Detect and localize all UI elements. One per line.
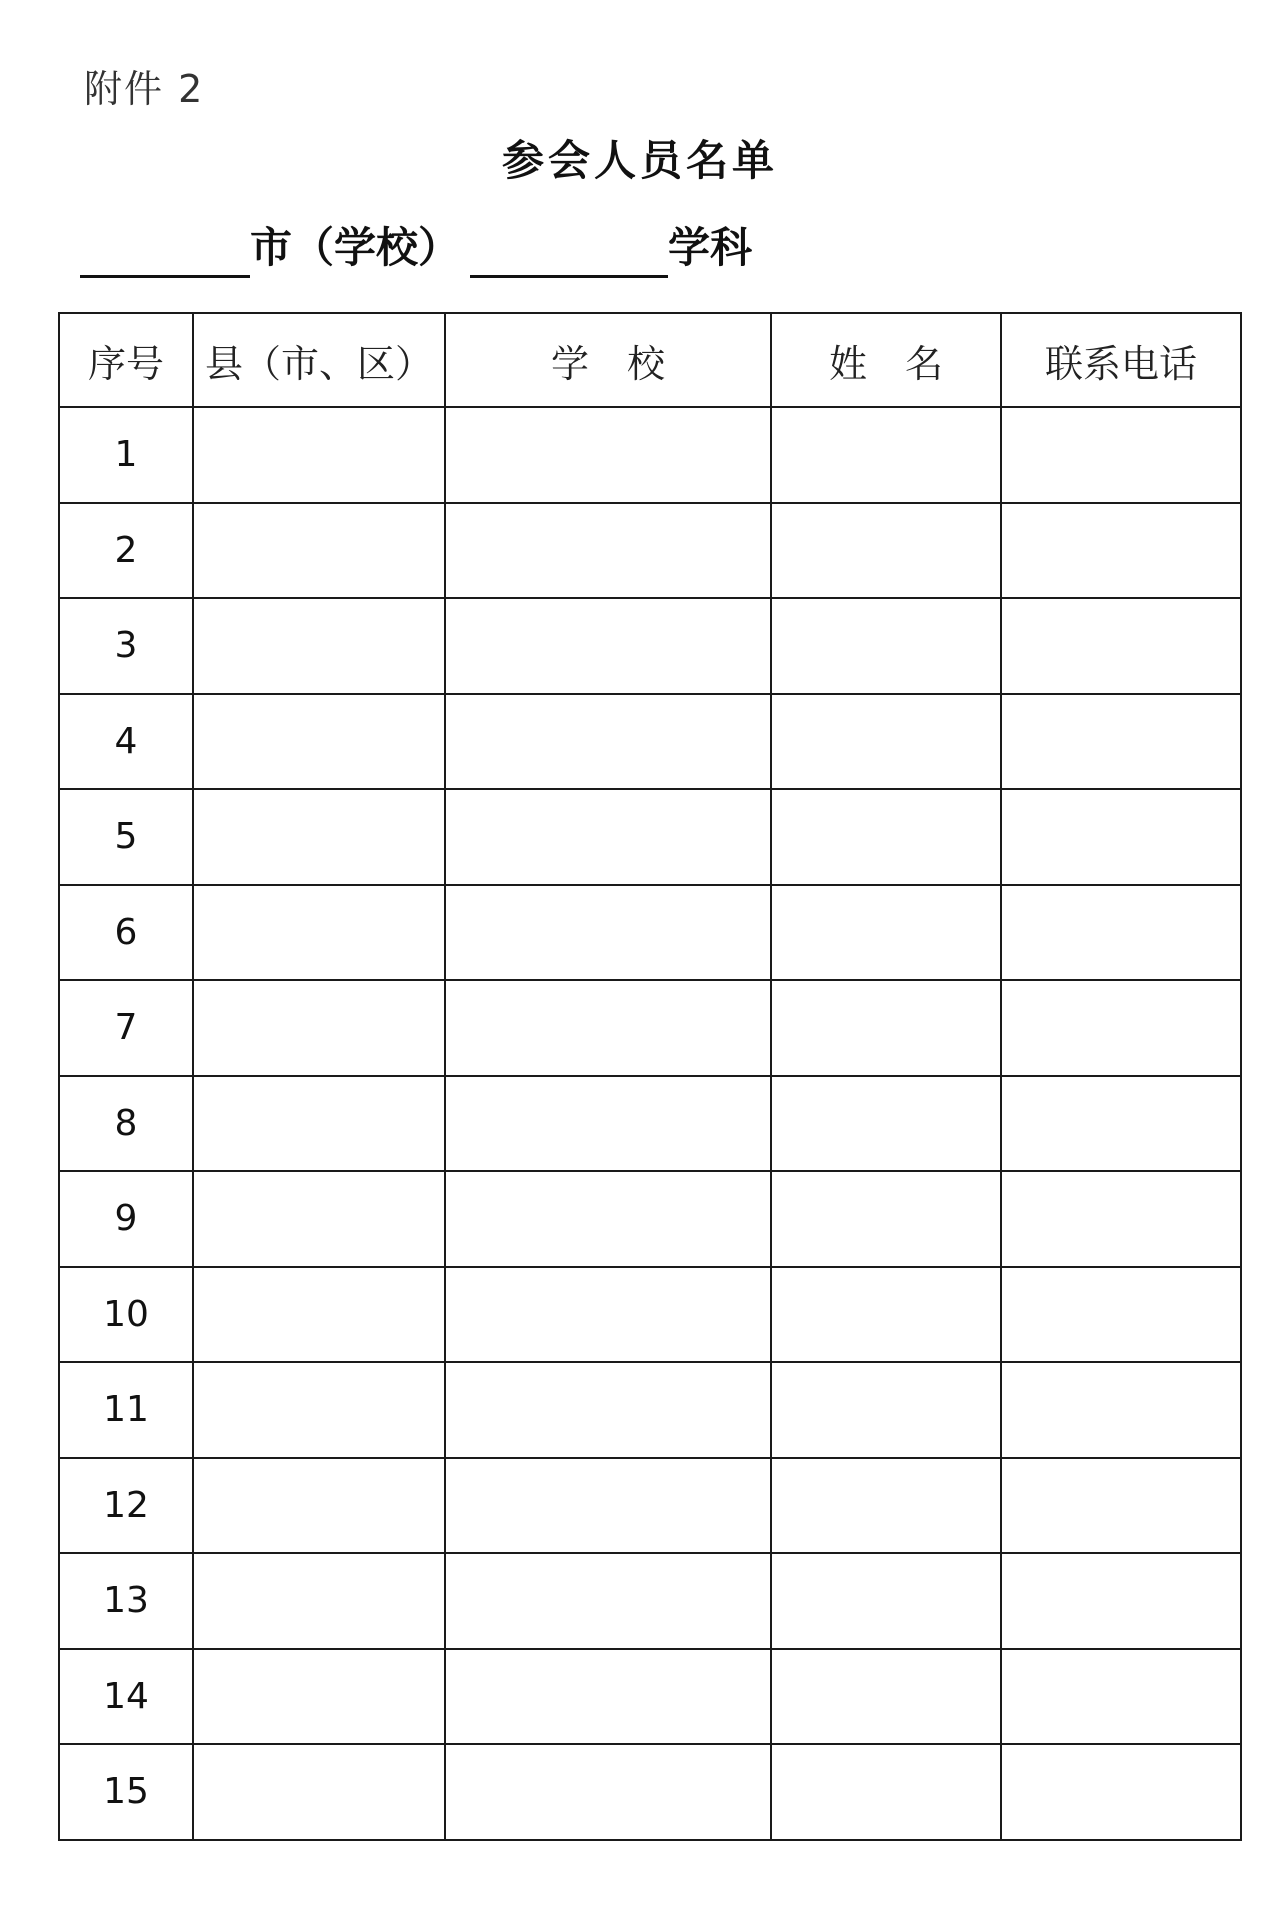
phone-cell[interactable] xyxy=(1001,1076,1241,1172)
name-cell[interactable] xyxy=(771,1649,1001,1745)
column-header-school: 学 校 xyxy=(445,313,771,407)
school-cell[interactable] xyxy=(445,1267,771,1363)
attendee-table xyxy=(58,312,1242,1841)
school-cell[interactable] xyxy=(445,598,771,694)
name-cell[interactable] xyxy=(771,1362,1001,1458)
row-number-cell: 9 xyxy=(59,1171,193,1267)
name-cell[interactable] xyxy=(771,980,1001,1076)
county-cell[interactable] xyxy=(193,694,445,790)
county-cell[interactable] xyxy=(193,1076,445,1172)
county-cell[interactable] xyxy=(193,407,445,503)
school-cell[interactable] xyxy=(445,407,771,503)
county-cell[interactable] xyxy=(193,1171,445,1267)
phone-cell[interactable] xyxy=(1001,1649,1241,1745)
phone-cell[interactable] xyxy=(1001,694,1241,790)
school-cell[interactable] xyxy=(445,1076,771,1172)
county-cell[interactable] xyxy=(193,980,445,1076)
city-blank-field[interactable] xyxy=(80,225,250,278)
table-header-row xyxy=(59,313,1241,407)
table-row xyxy=(59,407,1241,503)
county-cell[interactable] xyxy=(193,1458,445,1554)
county-cell[interactable] xyxy=(193,1362,445,1458)
table-row xyxy=(59,1458,1241,1554)
school-cell[interactable] xyxy=(445,1362,771,1458)
row-number-cell: 13 xyxy=(59,1553,193,1649)
row-number-cell: 12 xyxy=(59,1458,193,1554)
name-cell[interactable] xyxy=(771,789,1001,885)
name-cell[interactable] xyxy=(771,694,1001,790)
row-number-cell: 2 xyxy=(59,503,193,599)
table-body xyxy=(59,407,1241,1840)
row-number-cell: 10 xyxy=(59,1267,193,1363)
row-number-cell: 4 xyxy=(59,694,193,790)
row-number-cell: 6 xyxy=(59,885,193,981)
school-cell[interactable] xyxy=(445,694,771,790)
row-number-cell: 14 xyxy=(59,1649,193,1745)
table-row xyxy=(59,980,1241,1076)
table-row xyxy=(59,1744,1241,1840)
school-cell[interactable] xyxy=(445,503,771,599)
table-row xyxy=(59,1649,1241,1745)
name-cell[interactable] xyxy=(771,407,1001,503)
column-header-phone: 联系电话 xyxy=(1001,313,1241,407)
row-number-cell: 8 xyxy=(59,1076,193,1172)
phone-cell[interactable] xyxy=(1001,1171,1241,1267)
name-cell[interactable] xyxy=(771,1171,1001,1267)
phone-cell[interactable] xyxy=(1001,598,1241,694)
name-cell[interactable] xyxy=(771,503,1001,599)
school-cell[interactable] xyxy=(445,789,771,885)
attachment-label: 附件 2 xyxy=(84,67,205,111)
column-header-name: 姓 名 xyxy=(771,313,1001,407)
row-number-cell: 1 xyxy=(59,407,193,503)
school-cell[interactable] xyxy=(445,1649,771,1745)
phone-cell[interactable] xyxy=(1001,1744,1241,1840)
county-cell[interactable] xyxy=(193,598,445,694)
phone-cell[interactable] xyxy=(1001,885,1241,981)
phone-cell[interactable] xyxy=(1001,1553,1241,1649)
name-cell[interactable] xyxy=(771,885,1001,981)
table-row xyxy=(59,598,1241,694)
phone-cell[interactable] xyxy=(1001,1267,1241,1363)
city-subject-line xyxy=(80,218,752,278)
school-cell[interactable] xyxy=(445,885,771,981)
phone-cell[interactable] xyxy=(1001,1458,1241,1554)
phone-cell[interactable] xyxy=(1001,1362,1241,1458)
school-cell[interactable] xyxy=(445,1458,771,1554)
county-cell[interactable] xyxy=(193,503,445,599)
county-cell[interactable] xyxy=(193,885,445,981)
column-header-county: 县（市、区） xyxy=(193,313,445,407)
phone-cell[interactable] xyxy=(1001,980,1241,1076)
county-cell[interactable] xyxy=(193,1744,445,1840)
row-number-cell: 3 xyxy=(59,598,193,694)
county-cell[interactable] xyxy=(193,789,445,885)
county-cell[interactable] xyxy=(193,1649,445,1745)
name-cell[interactable] xyxy=(771,1553,1001,1649)
name-cell[interactable] xyxy=(771,1744,1001,1840)
city-suffix-label: 市（学校） xyxy=(250,223,461,272)
school-cell[interactable] xyxy=(445,1553,771,1649)
table-row xyxy=(59,1362,1241,1458)
table-row xyxy=(59,1171,1241,1267)
table-row xyxy=(59,1267,1241,1363)
county-cell[interactable] xyxy=(193,1267,445,1363)
table-row xyxy=(59,885,1241,981)
table-row xyxy=(59,1553,1241,1649)
column-header-number: 序号 xyxy=(59,313,193,407)
name-cell[interactable] xyxy=(771,1458,1001,1554)
row-number-cell: 11 xyxy=(59,1362,193,1458)
school-cell[interactable] xyxy=(445,1744,771,1840)
phone-cell[interactable] xyxy=(1001,407,1241,503)
page-title: 参会人员名单 xyxy=(501,136,778,185)
subject-suffix-label: 学科 xyxy=(668,223,753,272)
phone-cell[interactable] xyxy=(1001,503,1241,599)
school-cell[interactable] xyxy=(445,1171,771,1267)
school-cell[interactable] xyxy=(445,980,771,1076)
name-cell[interactable] xyxy=(771,1076,1001,1172)
subject-blank-field[interactable] xyxy=(470,225,668,278)
name-cell[interactable] xyxy=(771,1267,1001,1363)
phone-cell[interactable] xyxy=(1001,789,1241,885)
name-cell[interactable] xyxy=(771,598,1001,694)
county-cell[interactable] xyxy=(193,1553,445,1649)
table-row xyxy=(59,694,1241,790)
row-number-cell: 15 xyxy=(59,1744,193,1840)
table-row xyxy=(59,1076,1241,1172)
table-row xyxy=(59,789,1241,885)
row-number-cell: 7 xyxy=(59,980,193,1076)
row-number-cell: 5 xyxy=(59,789,193,885)
table-row xyxy=(59,503,1241,599)
